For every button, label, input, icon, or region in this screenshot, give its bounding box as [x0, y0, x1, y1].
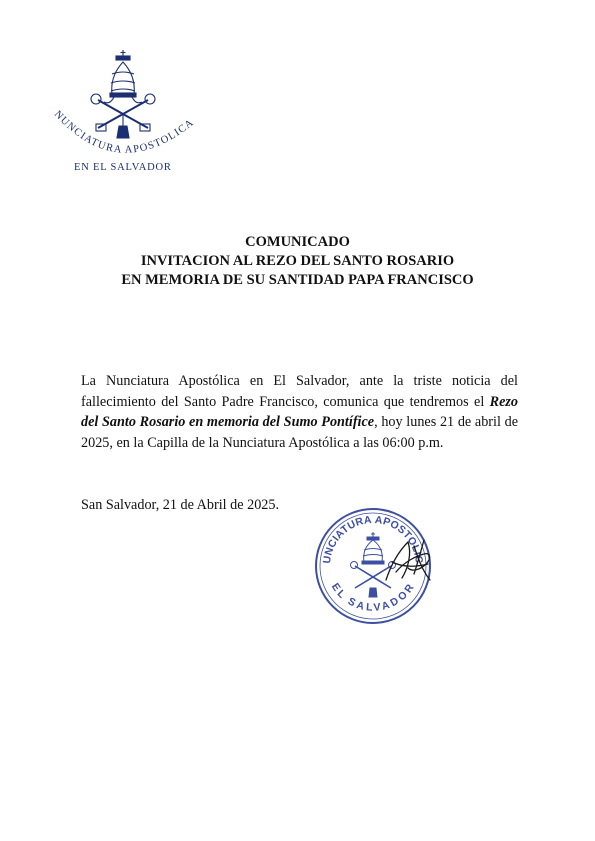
communique-heading [0, 233, 595, 290]
heading-communique: COMUNICADO [245, 234, 350, 250]
body-text-part2: , hoy lunes 21 de abril de 2025, en la Capilla de la Nunciatura Apostólica a las 06:00 p.m. [81, 414, 518, 451]
stamp-top-text: UNCIATURA APOSTOLIC [320, 513, 426, 565]
body-text-part1: La Nunciatura Apostólica en El Salvador, ante la triste noticia del fallecimiento del Santo Padre Francisco, comunica que tendremos el [81, 373, 518, 410]
date-line: San Salvador, 21 de Abril de 2025. [81, 497, 280, 513]
letterhead [40, 50, 210, 180]
letterhead-name: NUNCIATURA APOSTOLICA [51, 108, 197, 156]
stamp-bottom-text: EL SALVADOR [328, 581, 418, 614]
letterhead-emblem [40, 50, 210, 165]
heading-memorial: EN MEMORIA DE SU SANTIDAD PAPA FRANCISCO [121, 272, 474, 288]
heading-invitation: INVITACION AL REZO DEL SANTO ROSARIO [140, 253, 455, 269]
handwritten-signature [378, 532, 438, 592]
letterhead-location: EN EL SALVADOR [74, 162, 172, 173]
body-paragraph [81, 371, 518, 453]
papal-coat-of-arms-icon [91, 50, 155, 138]
handwritten-signature-icon [378, 532, 438, 592]
body-emphasis: Rezo del Santo Rosario en memoria del Sumo Pontífice [81, 393, 518, 430]
